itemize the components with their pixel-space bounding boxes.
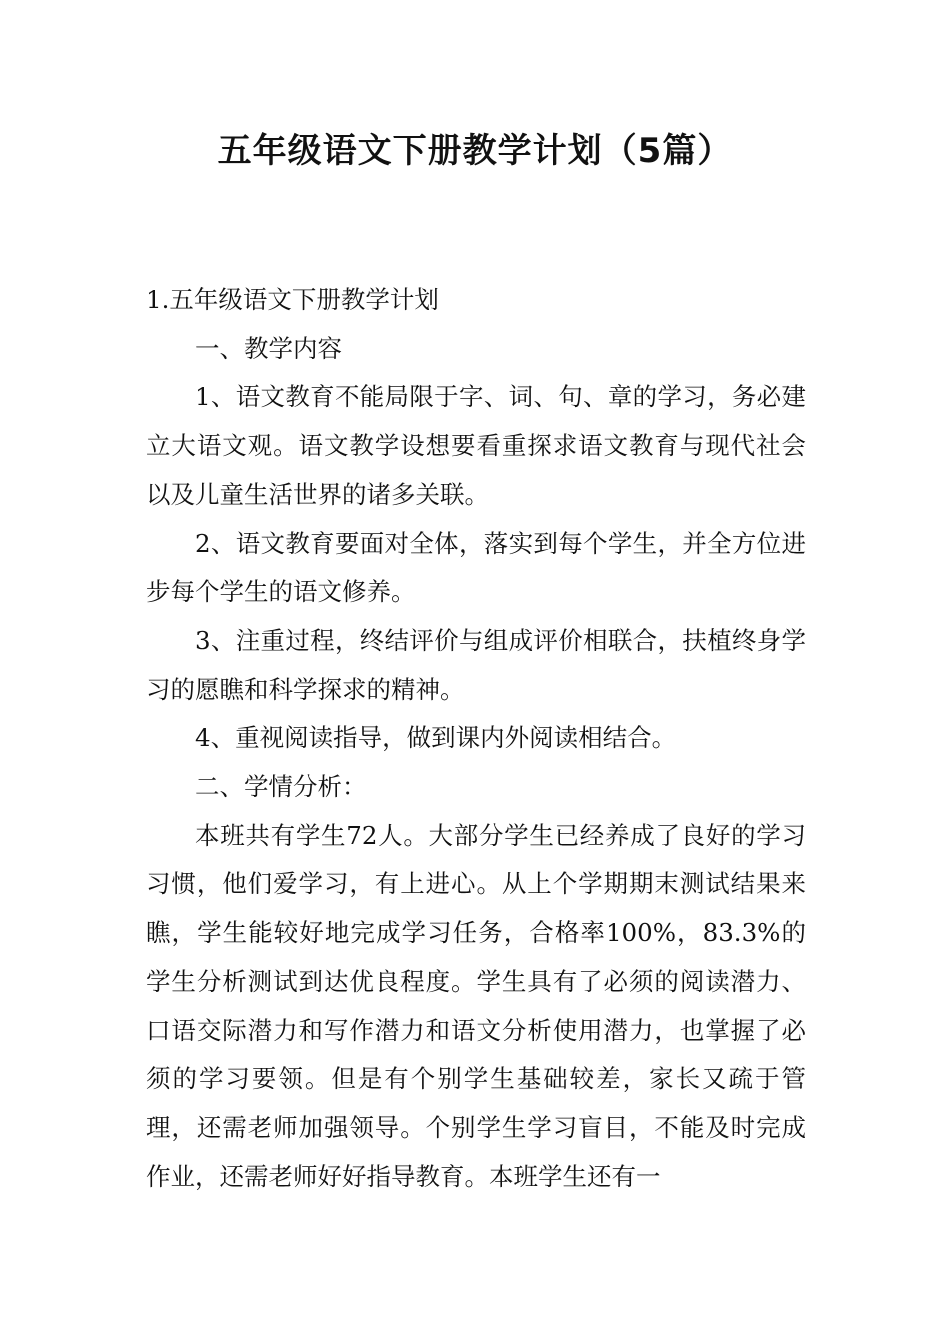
paragraph: 3、注重过程，终结评价与组成评价相联合，扶植终身学习的愿瞧和科学探求的精神。 <box>146 625 806 704</box>
paragraph: 1、语文教育不能局限于字、词、句、章的学习，务必建立大语文观。语文教学设想要看重探求语文教育与现代社会以及儿童生活世界的诸多关联。 <box>146 382 806 509</box>
document-body <box>146 276 806 1201</box>
subsection-heading: 二、学情分析： <box>195 772 367 802</box>
paragraph: 2、语文教育要面对全体，落实到每个学生，并全方位进步每个学生的语文修养。 <box>146 528 806 607</box>
document-title: 五年级语文下册教学计划（5篇） <box>217 131 733 171</box>
subsection-heading: 一、教学内容 <box>195 333 342 363</box>
section-heading: 1.五年级语文下册教学计划 <box>146 285 439 314</box>
paragraph: 本班共有学生72人。大部分学生已经养成了良好的学习习惯，他们爱学习，有上进心。从上个学期期末测试结果来瞧，学生能较好地完成学习任务，合格率100%，83.3%的学生分析测试到达优良程度。学生具有了必须的阅读潜力、口语交际潜力和写作潜力和语文分析使用潜力，也掌握了必须的学习要领。但是有个别学生基础较差，家长又疏于管理，还需老师加强领导。个别学生学习盲目，不能及时完成作业，还需老师好好指导教育。本班学生还有一 <box>146 820 806 1191</box>
paragraph: 4、重视阅读指导，做到课内外阅读相结合。 <box>195 723 677 753</box>
